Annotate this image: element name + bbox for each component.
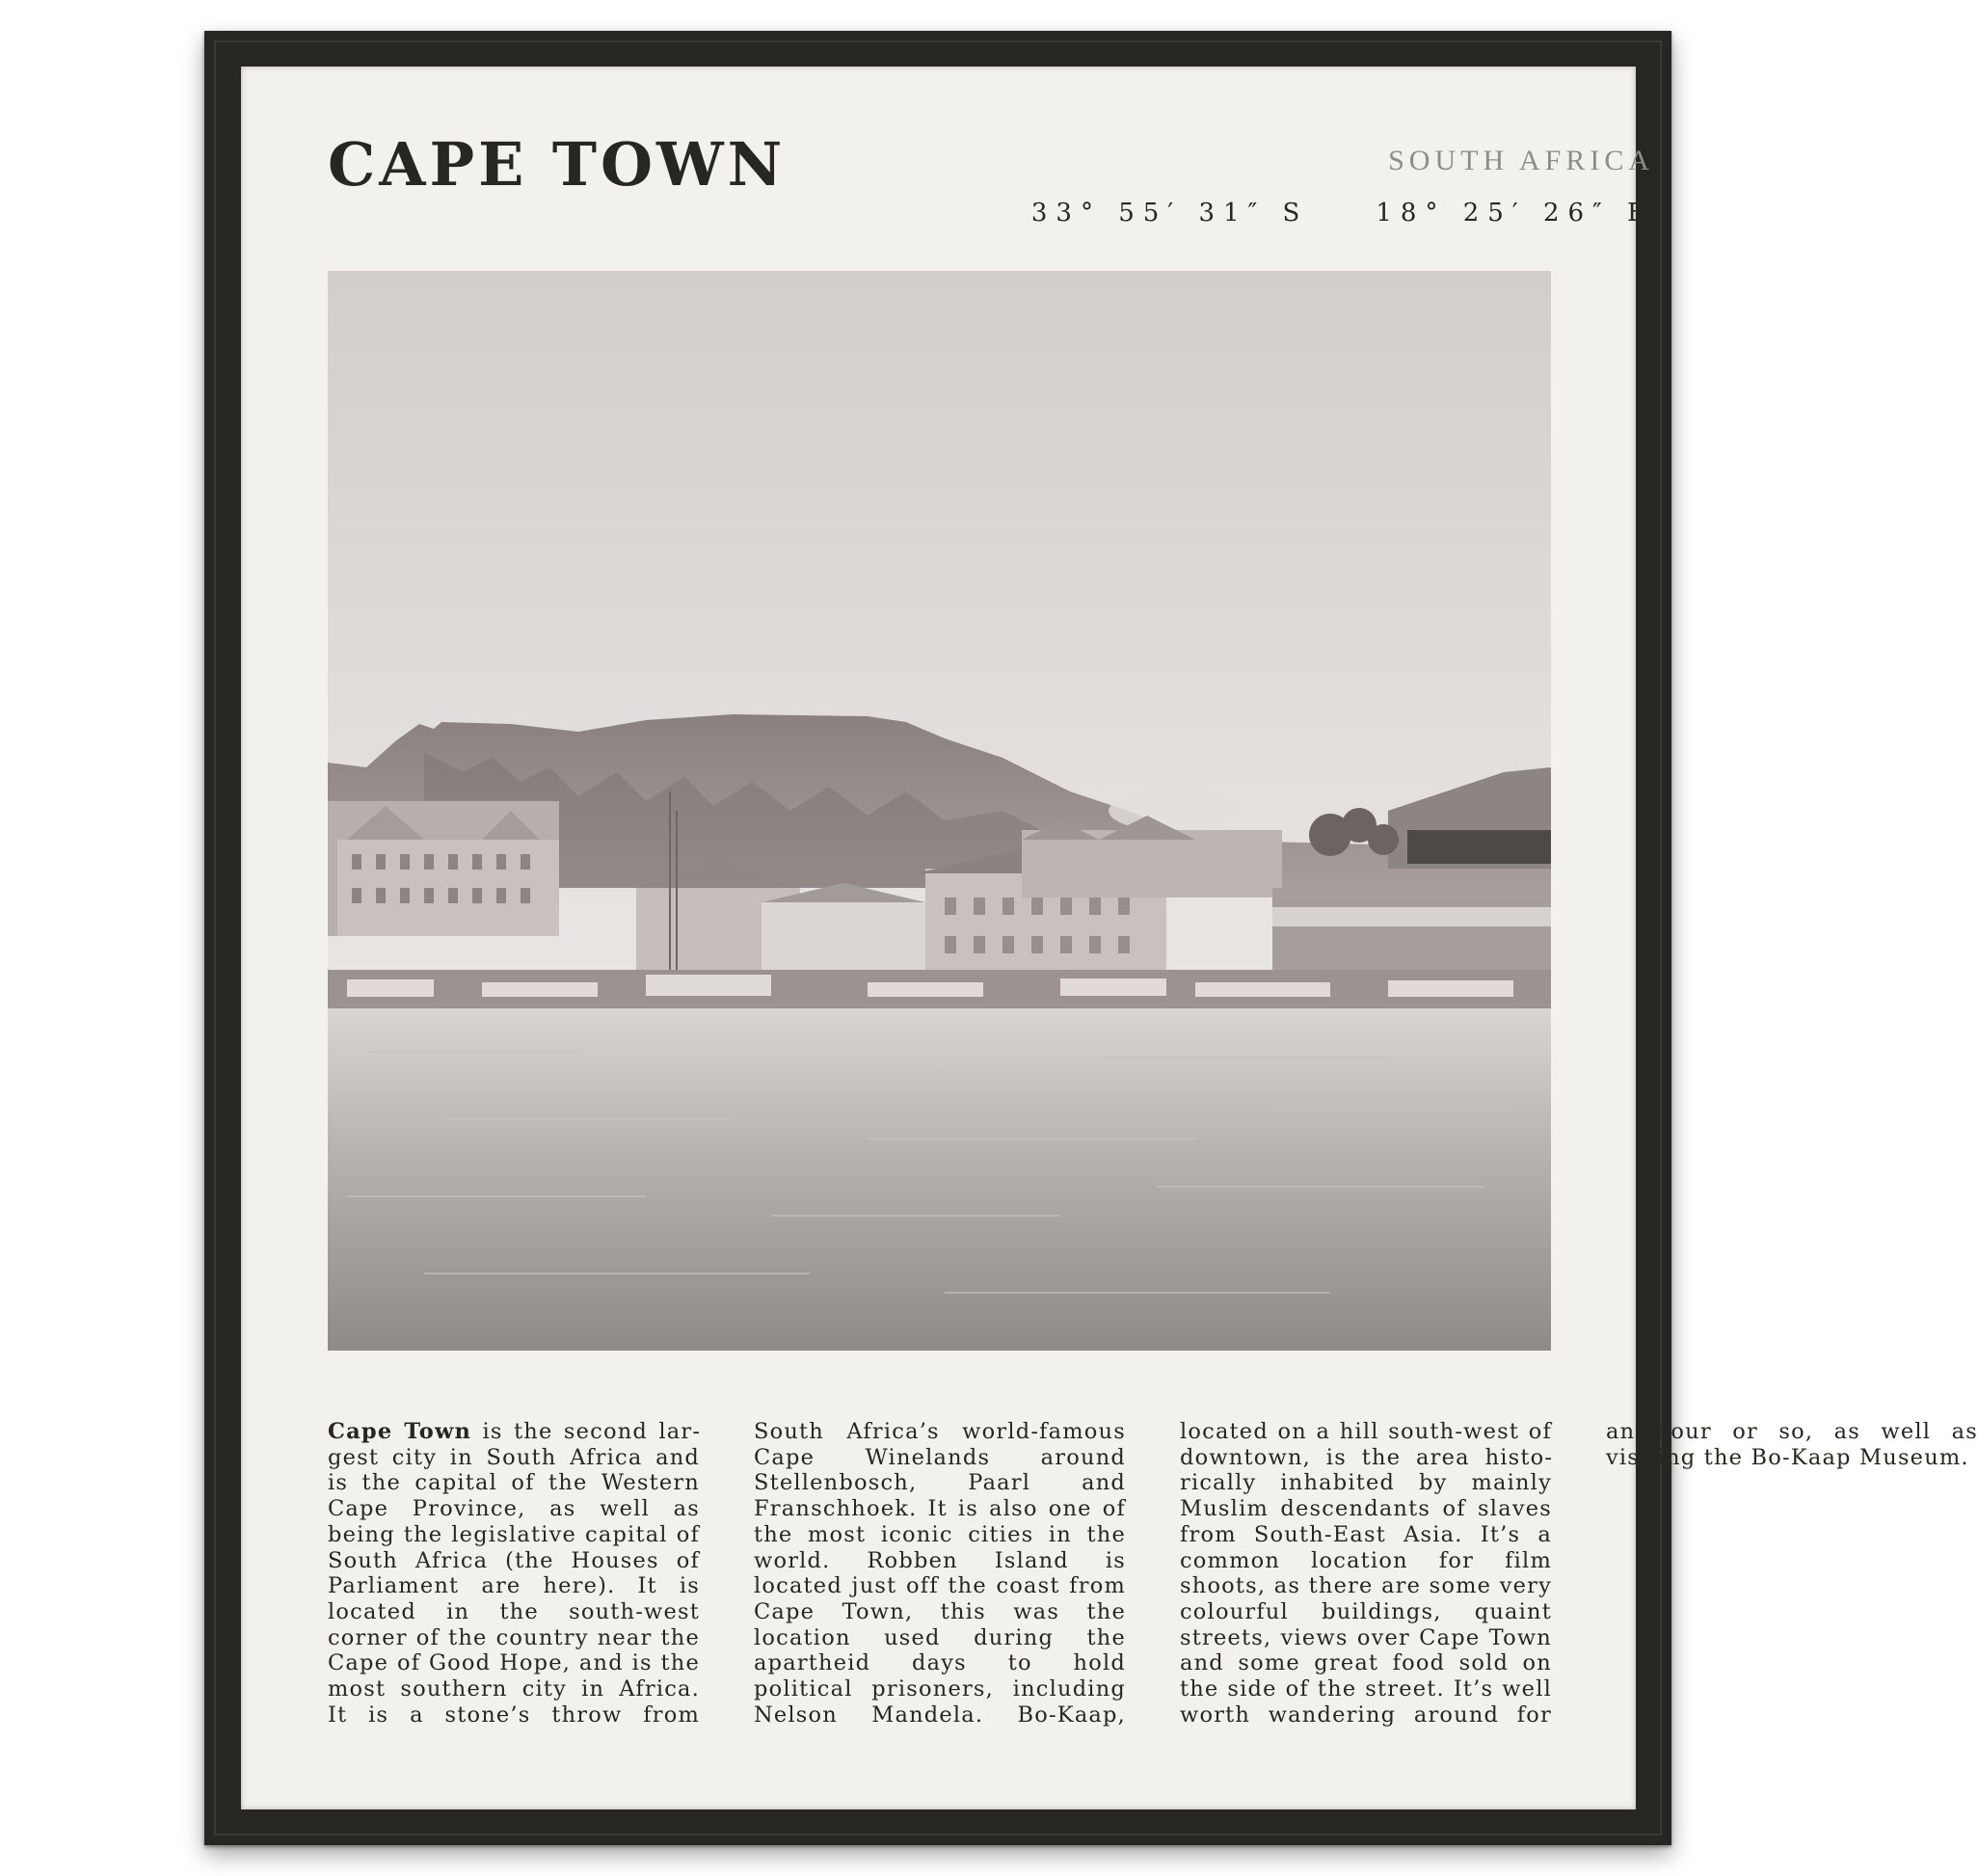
- description-lead: Cape Town: [328, 1419, 472, 1444]
- city-photo: [328, 271, 1551, 1351]
- country-label: SOUTH AFRICA: [1388, 145, 1654, 176]
- description-paragraph: [328, 1419, 1978, 1747]
- description-body: is the second largest city in South Africa and is the capital of the Western Cape Province, as well as being the legislative capital of South Africa (the Houses of Parliament are here). It is located in the south-west corner of the country near the Cape of Good Hope, and is the most southern city in Africa. It is a stone’s throw from South Africa’s world-famous Cape Winelands around Stellenbosch, Paarl and Franschhoek. It is also one of the most iconic cities in the world. Robben Island is located just off the coast from Cape Town, this was the location used during the apartheid days to hold political prisoners, including Nelson Mandela. Bo-Kaap, located on a hill south-west of downtown, is the area historically inhabited by mainly Muslim descendants of slaves from South-East Asia. It’s a common location for film shoots, as there are some very colourful buildings, quaint streets, views over Cape Town and some great food sold on the side of the street. It’s well worth wandering around for an hour or so, as well as visiting the Bo-Kaap Museum.: [328, 1419, 1978, 1728]
- longitude: 18° 25′ 26″ E: [1376, 199, 1654, 228]
- city-title: CAPE TOWN: [328, 129, 787, 200]
- photo-illustration: [328, 271, 1551, 1351]
- description-text: [328, 1419, 1978, 1747]
- latitude: 33° 55′ 31″ S: [1030, 199, 1309, 228]
- coordinates: [1031, 201, 1654, 226]
